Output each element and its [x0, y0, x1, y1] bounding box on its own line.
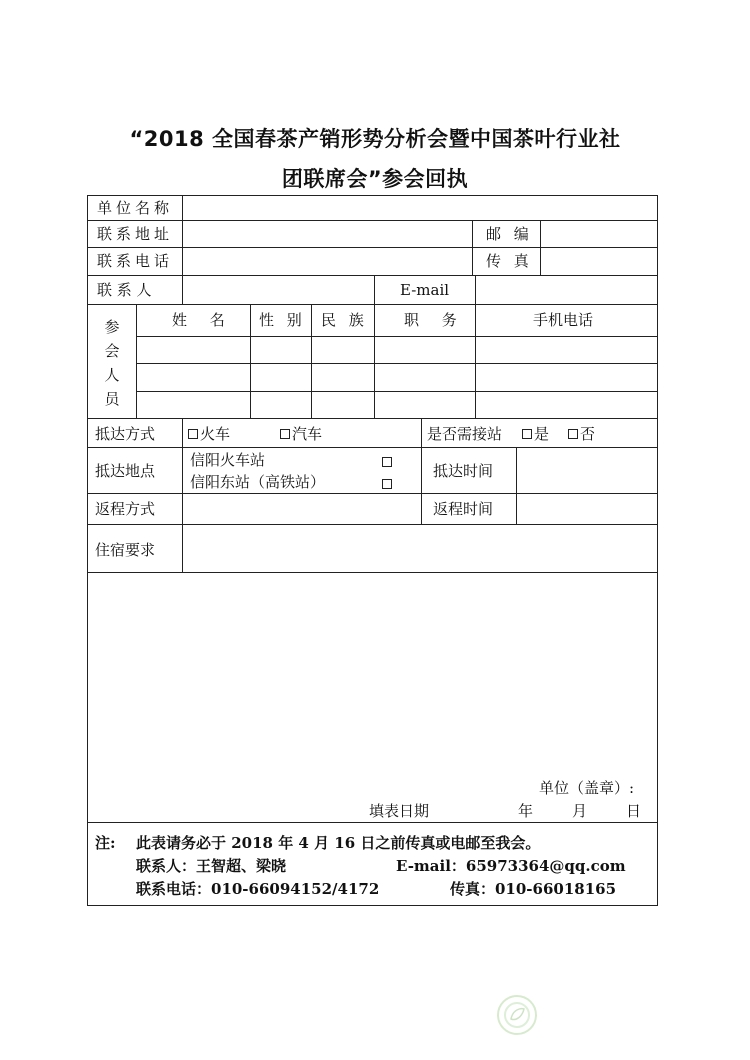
row-divider [88, 822, 657, 823]
arrival-time-label: 抵达时间 [433, 462, 494, 480]
attendee-header-position: 职 务 [404, 311, 466, 329]
form-title-line1: “2018 全国春茶产销形势分析会暨中国茶叶行业社 [129, 127, 621, 151]
notes-deadline: 此表请务必于 2018 年 4 月 16 日之前传真或电邮至我会。 [136, 834, 541, 852]
row-divider [88, 447, 657, 448]
col-divider [540, 220, 541, 275]
checkbox-icon[interactable] [522, 429, 532, 439]
date-day: 日 [626, 802, 642, 820]
pickup-no-option[interactable] [568, 425, 595, 443]
row-divider [88, 304, 657, 305]
col-divider [311, 304, 312, 418]
return-time-label: 返程时间 [433, 500, 494, 518]
checkbox-icon[interactable] [188, 429, 198, 439]
row-divider [88, 247, 657, 248]
attendees-char: 参 [104, 318, 120, 336]
form-title-line2: 团联席会”参会回执 [281, 167, 469, 191]
fax-field[interactable] [542, 249, 654, 273]
checkbox-icon[interactable] [568, 429, 578, 439]
pickup-yes-option[interactable] [522, 425, 549, 443]
col-divider [374, 275, 375, 304]
attendee-header-ethnicity: 民 族 [321, 311, 368, 329]
phone-field[interactable] [184, 249, 470, 273]
station-xinyang-east-checkbox[interactable] [382, 475, 394, 493]
col-divider [475, 275, 476, 418]
attendees-char: 人 [104, 366, 120, 384]
row-divider [88, 220, 657, 221]
station-xinyang: 信阳火车站 [190, 451, 266, 469]
notes-contact-person: 联系人：王智超、梁晓 [136, 857, 287, 875]
row-divider [88, 572, 657, 573]
checkbox-icon[interactable] [382, 457, 392, 467]
attendee-header-mobile: 手机电话 [533, 311, 594, 329]
station-xinyang-east: 信阳东站（高铁站） [190, 473, 326, 491]
postcode-field[interactable] [542, 222, 654, 246]
attendee-header-name: 姓 名 [172, 311, 234, 329]
col-divider [421, 418, 422, 524]
arrival-method-label: 抵达方式 [95, 425, 156, 443]
leaf-icon [499, 997, 535, 1033]
row-divider [136, 363, 657, 364]
email-field[interactable] [477, 277, 655, 302]
lodging-label: 住宿要求 [95, 541, 156, 559]
unit-name-label: 单位名称 [97, 199, 174, 217]
lodging-field[interactable] [184, 526, 654, 570]
address-field[interactable] [184, 222, 470, 246]
notes-prefix: 注: [95, 834, 116, 852]
notes-email: E-mail：65973364@qq.com [396, 857, 626, 875]
row-divider [88, 493, 657, 494]
checkbox-icon[interactable] [280, 429, 290, 439]
car-option[interactable] [280, 425, 322, 443]
col-divider [182, 196, 183, 304]
contact-label: 联 系 人 [97, 281, 152, 299]
unit-name-field[interactable] [184, 197, 654, 219]
row-divider [88, 275, 657, 276]
train-option[interactable] [188, 425, 230, 443]
notes-phone: 联系电话：010-66094152/4172 [136, 880, 380, 898]
station-xinyang-checkbox[interactable] [382, 453, 394, 471]
attendee-header-gender: 性 别 [259, 311, 306, 329]
arrival-place-label: 抵达地点 [95, 462, 156, 480]
registration-form-table [87, 195, 658, 906]
return-time-field[interactable] [518, 495, 655, 522]
row-divider [136, 391, 657, 392]
email-label: E-mail [400, 281, 450, 299]
notes-fax: 传真：010-66018165 [450, 880, 617, 898]
col-divider [136, 304, 137, 418]
car-option-label: 汽车 [292, 425, 323, 443]
col-divider [182, 418, 183, 572]
address-label: 联系地址 [97, 225, 174, 243]
seal-label: 单位（盖章）: [539, 779, 635, 797]
postcode-label: 邮 编 [486, 225, 533, 243]
pickup-yes-label: 是 [534, 425, 550, 443]
col-divider [472, 220, 473, 275]
checkbox-icon[interactable] [382, 479, 392, 489]
pickup-no-label: 否 [580, 425, 596, 443]
return-method-label: 返程方式 [95, 500, 156, 518]
row-divider [136, 336, 657, 337]
fax-label: 传 真 [486, 252, 533, 270]
attendees-char: 会 [104, 342, 120, 360]
contact-field[interactable] [184, 277, 372, 302]
train-option-label: 火车 [200, 425, 231, 443]
tea-logo-icon [497, 995, 537, 1035]
col-divider [250, 304, 251, 418]
date-label: 填表日期 [369, 802, 430, 820]
date-year: 年 [518, 802, 534, 820]
attendees-char: 员 [104, 390, 120, 408]
pickup-label: 是否需接站 [427, 425, 503, 443]
row-divider [88, 418, 657, 419]
date-month: 月 [572, 802, 588, 820]
return-method-field[interactable] [184, 495, 419, 522]
attendees-side-label [104, 315, 120, 411]
phone-label: 联系电话 [97, 252, 174, 270]
col-divider [516, 447, 517, 524]
arrival-time-field[interactable] [518, 449, 655, 491]
row-divider [88, 524, 657, 525]
col-divider [374, 304, 375, 418]
